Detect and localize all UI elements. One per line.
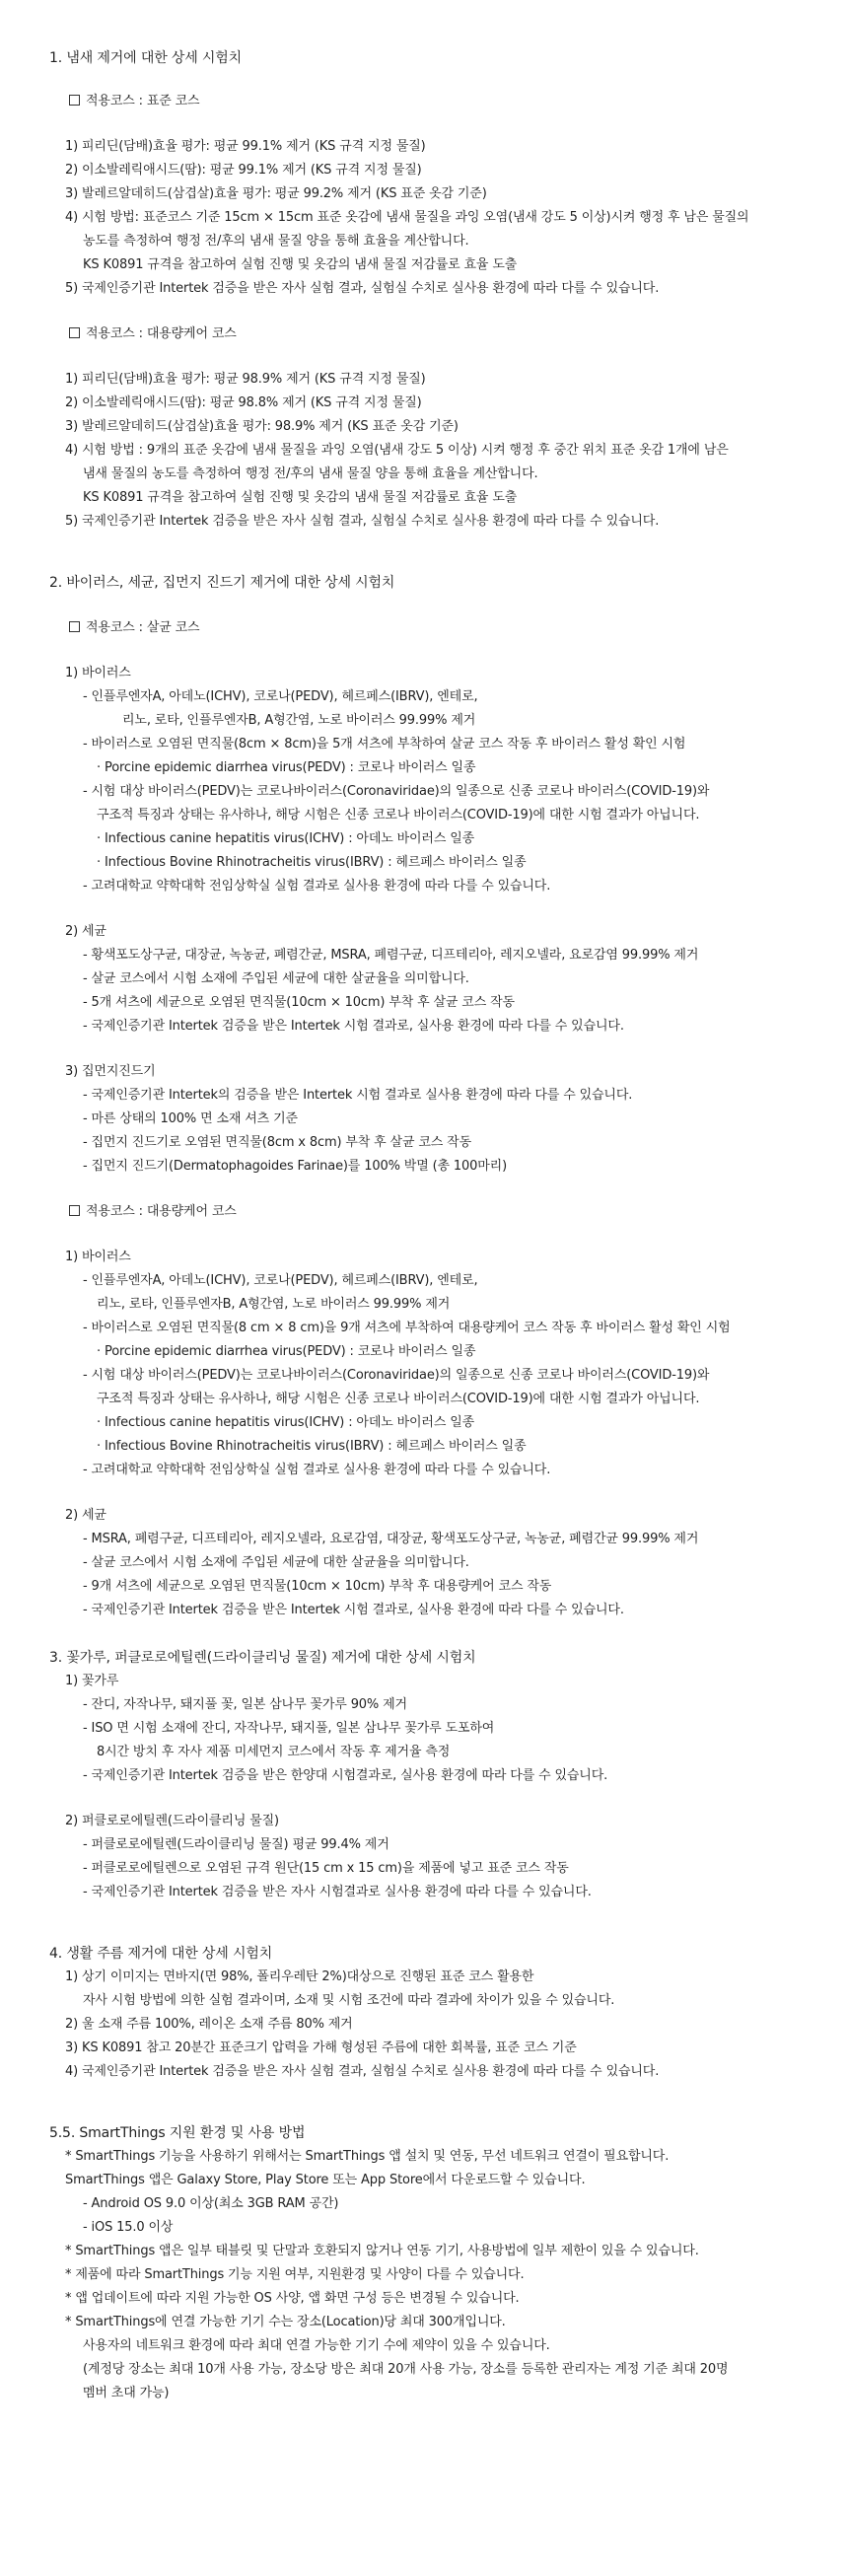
line-text: · Infectious Bovine Rhinotracheitis virus(IBRV) : 헤르페스 바이러스 일종 (97, 855, 527, 870)
text-line (97, 830, 474, 848)
text-line (97, 759, 475, 777)
line-text: - 집먼지 진드기(Dermatophagoides Farinae)를 100% 박멸 (총 100마리) (83, 1159, 507, 1174)
line-text: - 고려대학교 약학대학 전임상학실 실험 결과로 실사용 환경에 따라 다를 수 있습니다. (83, 879, 551, 894)
line-text: - 마른 상태의 100% 면 소재 셔츠 기준 (83, 1111, 298, 1126)
text-line (65, 1063, 155, 1081)
text-line (65, 1249, 131, 1266)
line-text: - 인플루엔자A, 아데노(ICHV), 코로나(PEDV), 헤르페스(IBRV), 엔테로, (83, 689, 478, 704)
line-text: - ISO 면 시험 소재에 잔디, 자작나무, 돼지풀, 일본 삼나무 꽃가루 도포하여 (83, 1721, 495, 1736)
line-text: 2) 세균 (65, 924, 106, 939)
line-text: - 퍼클로로에틸렌으로 오염된 규격 원단(15 cm x 15 cm)을 제품에 넣고 표준 코스 작동 (83, 1861, 569, 1876)
text-line (83, 947, 698, 965)
text-line (83, 688, 477, 706)
line-text: - 국제인증기관 Intertek 검증을 받은 Intertek 시험 결과로, 실사용 환경에 따라 다를 수 있습니다. (83, 1019, 624, 1034)
text-line (83, 1696, 407, 1714)
text-line (83, 465, 537, 483)
line-text: 2) 이소발레릭애시드(땀): 평균 99.1% 제거 (KS 규격 지정 물질) (65, 163, 422, 178)
text-line (65, 1813, 279, 1830)
line-text: 리노, 로타, 인플루엔자B, A형간염, 노로 바이러스 99.99% 제거 (97, 1297, 451, 1312)
line-text: · Infectious canine hepatitis virus(ICHV) : 아데노 바이러스 일종 (97, 1415, 475, 1430)
line-text: 2) 이소발레릭애시드(땀): 평균 98.8% 제거 (KS 규격 지정 물질) (65, 395, 422, 410)
text-line (65, 371, 426, 389)
line-text: - 국제인증기관 Intertek의 검증을 받은 Intertek 시험 결과로 실사용 환경에 따라 다를 수 있습니다. (83, 1088, 633, 1103)
text-line (65, 1968, 533, 1986)
line-text: * SmartThings 기능을 사용하기 위해서는 SmartThings 앱 설치 및 연동, 무선 네트워크 연결이 필요합니다. (65, 2149, 670, 2164)
line-text: - 9개 셔츠에 세균으로 오염된 면직물(10cm × 10cm) 부착 후 대용량케어 코스 작동 (83, 1579, 552, 1594)
line-text: 구조적 특징과 상태는 유사하나, 해당 시험은 신종 코로나 바이러스(COVID-19)에 대한 시험 결과가 아닙니다. (97, 808, 700, 823)
line-text: 4) 시험 방법 : 9개의 표준 옷감에 냄새 물질을 과잉 오염(냄새 강도 5 이상) 시켜 행정 후 중간 위치 표준 옷감 1개에 남은 (65, 443, 729, 458)
text-line (83, 1367, 709, 1385)
line-text: * 제품에 따라 SmartThings 기능 지원 여부, 지원환경 및 사양이 다를 수 있습니다. (65, 2267, 525, 2282)
text-line (83, 1602, 624, 1619)
text-line (65, 513, 659, 531)
text-line (97, 807, 699, 824)
line-text: · Infectious Bovine Rhinotracheitis virus(IBRV) : 헤르페스 바이러스 일종 (97, 1439, 527, 1454)
text-line (83, 2337, 550, 2355)
line-text: 3. 꽃가루, 퍼클로로에틸렌(드라이클리닝 물질) 제거에 대한 상세 시험치 (49, 1650, 476, 1666)
text-line (65, 665, 131, 682)
text-line (65, 2148, 669, 2166)
text-line (65, 2314, 506, 2331)
line-text: 2. 바이러스, 세균, 집먼지 진드기 제거에 대한 상세 시험치 (49, 575, 395, 591)
text-line (83, 1158, 507, 1176)
line-text: 3) 발레르알데히드(삼겹살)효율 평가: 98.9% 제거 (KS 표준 옷감 기준) (65, 419, 459, 434)
line-text: 3) KS K0891 참고 20분간 표준크기 압력을 가해 형성된 주름에 대한 회복률, 표준 코스 기준 (65, 2040, 577, 2055)
line-text: 1) 꽃가루 (65, 1674, 119, 1688)
text-line (83, 1860, 569, 1878)
line-text: 2) 세균 (65, 1508, 106, 1523)
line-text: - 퍼클로로에틸렌(드라이클리닝 물질) 평균 99.4% 제거 (83, 1837, 389, 1852)
text-line (83, 783, 709, 801)
line-text: KS K0891 규격을 참고하여 실험 진행 및 옷감의 냄새 물질 저감률로 효율 도출 (83, 490, 518, 505)
line-text: 냄새 물질의 농도를 측정하여 행정 전/후의 냄새 물질 양을 통해 효율을 계산합니다. (83, 466, 538, 481)
text-line (65, 138, 426, 156)
text-line (83, 1320, 731, 1337)
line-text: - 국제인증기관 Intertek 검증을 받은 한양대 시험결과로, 실사용 환경에 따라 다를 수 있습니다. (83, 1768, 608, 1783)
line-text: - iOS 15.0 이상 (83, 2220, 174, 2235)
line-text: 사용자의 네트워크 환경에 따라 최대 연결 가능한 기기 수에 제약이 있을 수 있습니다. (83, 2338, 550, 2353)
text-line (97, 1296, 450, 1314)
checkbox-square-icon (69, 327, 80, 338)
line-text: (계정당 장소는 최대 10개 사용 가능, 장소당 방은 최대 20개 사용 가능, 장소를 등록한 관리자는 계정 기준 최대 20명 (83, 2362, 729, 2377)
text-line (122, 712, 475, 730)
text-line (83, 1884, 592, 1901)
line-text: - 바이러스로 오염된 면직물(8cm × 8cm)을 5개 셔츠에 부착하여 살균 코스 작동 후 바이러스 활성 확인 시험 (83, 737, 686, 751)
line-text: 1) 상기 이미지는 면바지(면 98%, 폴리우레탄 2%)대상으로 진행된 표준 코스 활용한 (65, 1969, 534, 1984)
line-text: 적용코스 : 표준 코스 (86, 94, 200, 108)
text-line (97, 1414, 474, 1432)
line-text: 1) 피리딘(담배)효율 평가: 평균 99.1% 제거 (KS 규격 지정 물질) (65, 139, 426, 154)
section-heading (49, 1649, 476, 1667)
text-line (65, 394, 422, 412)
text-line (83, 2219, 173, 2237)
text-line (83, 1087, 632, 1105)
course-label (69, 619, 199, 637)
text-line (97, 1744, 450, 1761)
line-text: 리노, 로타, 인플루엔자B, A형간염, 노로 바이러스 99.99% 제거 (122, 713, 476, 728)
text-line (65, 1507, 106, 1525)
line-text: 4) 국제인증기관 Intertek 검증을 받은 자사 실험 결과, 실험실 수치로 실사용 환경에 따라 다를 수 있습니다. (65, 2064, 660, 2079)
text-line (65, 185, 487, 203)
line-text: - 시험 대상 바이러스(PEDV)는 코로나바이러스(Coronaviridae)의 일종으로 신종 코로나 바이러스(COVID-19)와 (83, 784, 710, 799)
text-line (97, 1438, 526, 1456)
text-line (65, 2290, 520, 2308)
line-text: 5) 국제인증기관 Intertek 검증을 받은 자사 실험 결과, 실험실 수치로 실사용 환경에 따라 다를 수 있습니다. (65, 281, 660, 296)
text-line (65, 162, 422, 179)
line-text: 1) 바이러스 (65, 1250, 131, 1264)
line-text: * SmartThings에 연결 가능한 기기 수는 장소(Location)당 최대 300개입니다. (65, 2315, 506, 2329)
text-line (65, 1673, 118, 1690)
text-line (65, 280, 659, 298)
checkbox-square-icon (69, 1205, 80, 1216)
line-text: - 집먼지 진드기로 오염된 면직물(8cm x 8cm) 부착 후 살균 코스 작동 (83, 1135, 471, 1150)
text-line (83, 1836, 389, 1854)
line-text: - Android OS 9.0 이상(최소 3GB RAM 공간) (83, 2196, 339, 2211)
line-text: 5) 국제인증기관 Intertek 검증을 받은 자사 실험 결과, 실험실 수치로 실사용 환경에 따라 다를 수 있습니다. (65, 514, 660, 529)
text-line (83, 2361, 728, 2379)
text-line (65, 2016, 353, 2034)
line-text: - 바이러스로 오염된 면직물(8 cm × 8 cm)을 9개 셔츠에 부착하여 대용량케어 코스 작동 후 바이러스 활성 확인 시험 (83, 1321, 731, 1335)
course-label (69, 93, 199, 110)
line-text: - 살균 코스에서 시험 소재에 주입된 세균에 대한 살균율을 의미합니다. (83, 1555, 469, 1570)
line-text: - 5개 셔츠에 세균으로 오염된 면직물(10cm × 10cm) 부착 후 살균 코스 작동 (83, 995, 515, 1010)
text-line (83, 2195, 338, 2213)
line-text: KS K0891 규격을 참고하여 실험 진행 및 옷감의 냄새 물질 저감률로 효율 도출 (83, 257, 518, 272)
text-line (83, 1018, 624, 1036)
text-line (83, 1554, 469, 1572)
line-text: 적용코스 : 대용량케어 코스 (86, 1204, 237, 1219)
line-text: SmartThings 앱은 Galaxy Store, Play Store 또는 App Store에서 다운로드할 수 있습니다. (65, 2173, 586, 2187)
checkbox-square-icon (69, 95, 80, 106)
text-line (65, 418, 459, 436)
text-line (83, 1578, 551, 1596)
section-heading (49, 2124, 305, 2142)
text-line (83, 2385, 169, 2402)
course-label (69, 325, 237, 343)
line-text: - MSRA, 폐렴구균, 디프테리아, 레지오넬라, 요로감염, 대장균, 황색포도상구균, 녹농균, 폐렴간균 99.99% 제거 (83, 1532, 699, 1546)
line-text: 1) 피리딘(담배)효율 평가: 평균 98.9% 제거 (KS 규격 지정 물질) (65, 372, 426, 387)
line-text: 2) 퍼클로로에틸렌(드라이클리닝 물질) (65, 1814, 279, 1828)
line-text: 구조적 특징과 상태는 유사하나, 해당 시험은 신종 코로나 바이러스(COVID-19)에 대한 시험 결과가 아닙니다. (97, 1392, 700, 1406)
text-line (97, 1343, 475, 1361)
line-text: - 살균 코스에서 시험 소재에 주입된 세균에 대한 살균율을 의미합니다. (83, 971, 469, 986)
text-line (83, 256, 517, 274)
text-line (65, 2039, 577, 2057)
text-line (65, 442, 729, 460)
text-line (97, 854, 526, 872)
line-text: - 인플루엔자A, 아데노(ICHV), 코로나(PEDV), 헤르페스(IBRV), 엔테로, (83, 1273, 478, 1288)
text-line (65, 2172, 585, 2189)
line-text: 농도를 측정하여 행정 전/후의 냄새 물질 양을 통해 효율을 계산합니다. (83, 234, 469, 249)
text-line (83, 1720, 494, 1738)
line-text: 3) 발레르알데히드(삼겹살)효율 평가: 평균 99.2% 제거 (KS 표준 옷감 기준) (65, 186, 487, 201)
line-text: · Porcine epidemic diarrhea virus(PEDV) : 코로나 바이러스 일종 (97, 760, 476, 775)
line-text: - 잔디, 자작나무, 돼지풀 꽃, 일본 삼나무 꽃가루 90% 제거 (83, 1697, 407, 1712)
section-heading (49, 49, 242, 67)
text-line (83, 970, 469, 988)
text-line (83, 233, 468, 250)
line-text: 4) 시험 방법: 표준코스 기준 15cm × 15cm 표준 옷감에 냄새 물질을 과잉 오염(냄새 강도 5 이상)시켜 행정 후 남은 물질의 (65, 210, 749, 225)
text-line (65, 2243, 699, 2260)
text-line (97, 1391, 699, 1408)
text-line (83, 736, 685, 753)
text-line (83, 489, 517, 507)
text-line (83, 1992, 614, 2010)
line-text: · Porcine epidemic diarrhea virus(PEDV) : 코로나 바이러스 일종 (97, 1344, 476, 1359)
line-text: - 황색포도상구균, 대장균, 녹농균, 폐렴간균, MSRA, 폐렴구균, 디프테리아, 레지오넬라, 요로감염 99.99% 제거 (83, 948, 699, 963)
section-heading (49, 1945, 272, 1963)
line-text: 2) 울 소재 주름 100%, 레이온 소재 주름 80% 제거 (65, 2017, 353, 2032)
text-line (83, 994, 515, 1012)
text-line (65, 923, 106, 941)
line-text: * SmartThings 앱은 일부 태블릿 및 단말과 호환되지 않거나 연동 기기, 사용방법에 일부 제한이 있을 수 있습니다. (65, 2244, 699, 2258)
text-line (83, 1134, 471, 1152)
line-text: 3) 집먼지진드기 (65, 1064, 156, 1079)
text-line (83, 1272, 477, 1290)
line-text: · Infectious canine hepatitis virus(ICHV) : 아데노 바이러스 일종 (97, 831, 475, 846)
course-label (69, 1203, 237, 1221)
line-text: 8시간 방치 후 자사 제품 미세먼지 코스에서 작동 후 제거율 측정 (97, 1745, 451, 1759)
line-text: 4. 생활 주름 제거에 대한 상세 시험치 (49, 1946, 273, 1962)
line-text: 멤버 초대 가능) (83, 2386, 170, 2400)
line-text: - 국제인증기관 Intertek 검증을 받은 자사 시험결과로 실사용 환경에 따라 다를 수 있습니다. (83, 1885, 592, 1899)
text-line (83, 1110, 298, 1128)
text-line (65, 2063, 659, 2081)
text-line (83, 1531, 698, 1548)
line-text: 1. 냄새 제거에 대한 상세 시험치 (49, 50, 243, 66)
line-text: * 앱 업데이트에 따라 지원 가능한 OS 사양, 앱 화면 구성 등은 변경될 수 있습니다. (65, 2291, 520, 2306)
line-text: - 시험 대상 바이러스(PEDV)는 코로나바이러스(Coronaviridae)의 일종으로 신종 코로나 바이러스(COVID-19)와 (83, 1368, 710, 1383)
text-line (83, 878, 550, 895)
checkbox-square-icon (69, 621, 80, 632)
section-heading (49, 574, 394, 592)
line-text: 5.5. SmartThings 지원 환경 및 사용 방법 (49, 2125, 306, 2141)
line-text: 1) 바이러스 (65, 666, 131, 680)
text-line (83, 1767, 607, 1785)
line-text: - 국제인증기관 Intertek 검증을 받은 Intertek 시험 결과로, 실사용 환경에 따라 다를 수 있습니다. (83, 1603, 624, 1617)
text-line (65, 2266, 524, 2284)
text-line (83, 1462, 550, 1479)
line-text: 자사 시험 방법에 의한 실험 결과이며, 소재 및 시험 조건에 따라 결과에 차이가 있을 수 있습니다. (83, 1993, 615, 2008)
text-line (65, 209, 748, 227)
line-text: 적용코스 : 대용량케어 코스 (86, 326, 237, 341)
line-text: 적용코스 : 살균 코스 (86, 620, 200, 635)
line-text: - 고려대학교 약학대학 전임상학실 실험 결과로 실사용 환경에 따라 다를 수 있습니다. (83, 1463, 551, 1477)
